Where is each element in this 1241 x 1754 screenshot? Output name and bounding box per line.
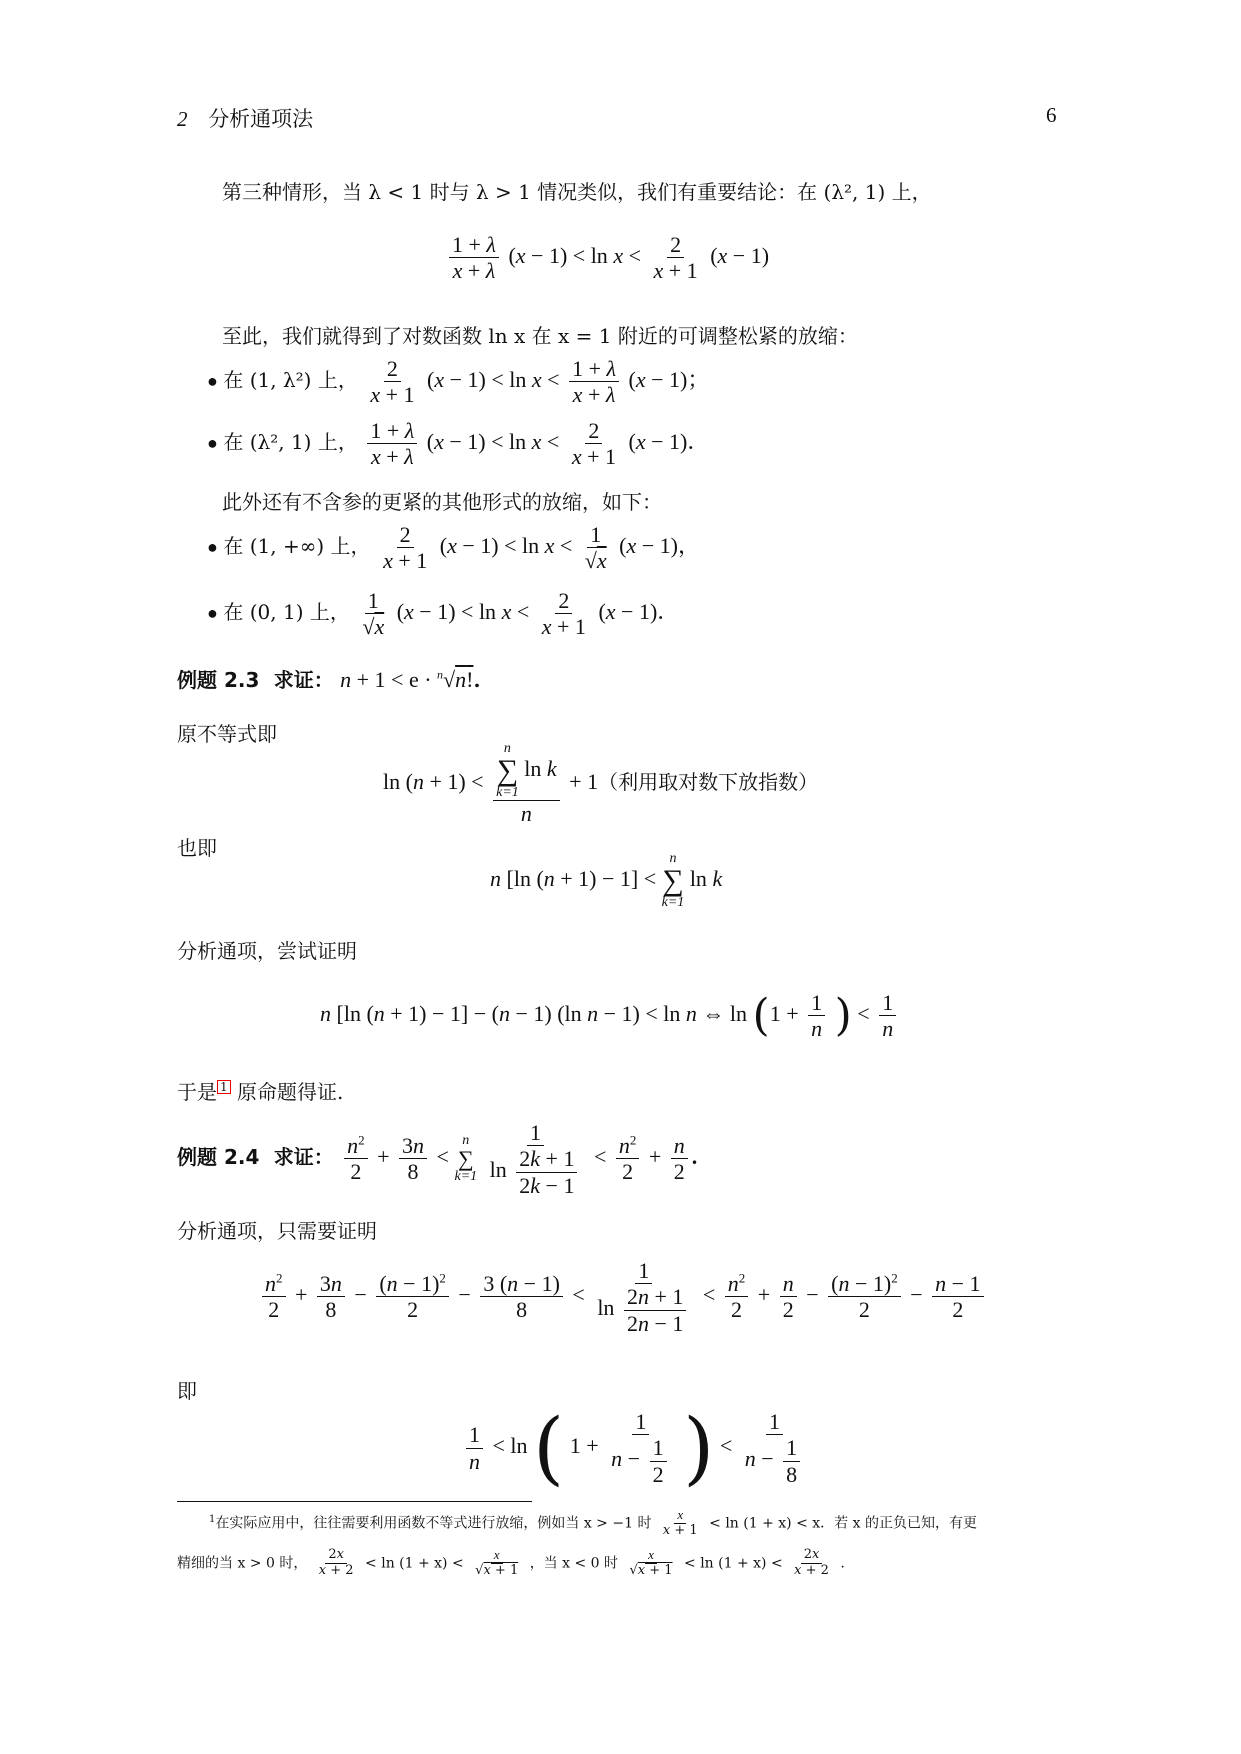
footnote-line-2: 精细的当 x > 0 时， $\frac{2x}{x + 2}$ < ln (1 + x) < $\frac{x}{√x + 1}$ ，当 x < 0 时 $\frac{x}{√x + 1}$ < ln (1 + x) < $\frac{2x}{x + 2}$ . (177, 1547, 845, 1578)
bullet-item-3: ● 在 (1, +∞) 上， $\frac{2}{x + 1}$ (x − 1) < ln x < $\frac{1}{√x}$ (x − 1)， (207, 522, 700, 574)
footnote-text: 在实际应用中，往往需要利用函数不等式进行放缩，例如当 x > −1 时 (215, 1515, 652, 1532)
equation-final: $\frac{1}{n}$ < ln ( 1 + 1 n − $\frac{1}{2}$ ) < 1 n − $\frac{1}{8}$ (462, 1408, 811, 1488)
equation-long-inequality: $\frac{n^2}{2}$ + $\frac{3n}{8}$ − $\frac{(n - 1)^2}{2}$ − $\frac{3 (n - 1)}{8}$ < 1 ln $\frac{2n + 1}{2n - 1}$ < $\frac{n^2}{2}$ + $\frac{n}{2}$ − $\frac{(n - 1)^2}{2}$ − $\frac{n - 1}{2}$ (258, 1258, 988, 1336)
paragraph-ie: 即 (177, 1379, 197, 1403)
bullet-item-1: ● 在 (1, λ²) 上， $\frac{2}{x + 1}$ (x − 1) < ln x < $\frac{1 + \lambda}{x + \lambda}$ (x − 1)； (207, 356, 710, 408)
section-title: 分析通项法 (208, 107, 314, 131)
paragraph-sofar: 至此，我们就得到了对数函数 ln x 在 x = 1 附近的可调整松紧的放缩： (222, 324, 858, 348)
fraction: $\frac{2}{x + 1}$ (653, 232, 698, 284)
paragraph-case3: 第三种情形，当 λ < 1 时与 λ > 1 情况类似，我们有重要结论：在 (λ², 1) 上， (222, 180, 932, 204)
paragraph-thus (177, 1076, 343, 1105)
paragraph-analyze2: 分析通项，只需要证明 (177, 1219, 377, 1243)
note-take-log: （利用取对数下放指数） (598, 770, 819, 795)
thus-end-text: 原命题得证. (237, 1080, 344, 1104)
equation-log-sum: ln (n + 1) < n ∑ k=1 ln k n + 1（利用取对数下放指数） (383, 741, 819, 826)
example-2-4: 例题 2.4 求证： $\frac{n^2}{2}$ + $\frac{3n}{8}$ < n ∑ k=1 1 ln $\frac{2k + 1}{2k - 1}$ < $\frac{n^2}{2}$ + $\frac{n}{2}$ . (177, 1120, 698, 1198)
paragraph-also: 也即 (177, 836, 217, 860)
bullet-dot: ● (207, 370, 218, 391)
fraction: $\frac{1 + \lambda}{x + \lambda}$ (449, 232, 499, 284)
example-verb: 求证： (273, 1144, 334, 1169)
footnote-text: 精细的当 x > 0 时， (177, 1555, 308, 1572)
footnote-text: < ln (1 + x) < x．若 x 的正负已知，有更 (709, 1515, 977, 1532)
footnote-link[interactable]: 1 (217, 1080, 231, 1094)
bullet-label: 在 (λ², 1) 上， (223, 429, 358, 454)
bullet-label: 在 (1, +∞) 上， (223, 533, 371, 558)
footnote-text: . (840, 1555, 845, 1572)
example-verb: 求证： (273, 668, 334, 692)
paragraph-orig: 原不等式即 (177, 722, 277, 746)
example-tag: 例题 2.3 (177, 668, 260, 692)
page-number: 6 (1046, 103, 1057, 127)
footnote-rule (177, 1501, 532, 1502)
thus-text: 于是 (177, 1080, 217, 1104)
bullet-dot: ● (207, 432, 218, 453)
bullet-label: 在 (0, 1) 上， (223, 599, 350, 624)
bullet-item-4: ● 在 (0, 1) 上， $\frac{1}{√x}$ (x − 1) < ln x < $\frac{2}{x + 1}$ (x − 1)． (207, 588, 680, 640)
footnote-text: < ln (1 + x) < (365, 1555, 464, 1572)
example-2-3: 例题 2.3 求证： n + 1 < e · $^n$√n!. (177, 667, 481, 692)
section-number: 2 (177, 107, 188, 131)
equation-general-term: n [ln (n + 1) − 1] − (n − 1) (ln n − 1) < ln n ⇔ ln (1 + $\frac{1}{n}$ ) < $\frac{1}{n}$ (320, 990, 900, 1042)
footnote-number: 1 (209, 1513, 216, 1525)
running-header (177, 103, 313, 133)
bullet-label: 在 (1, λ²) 上， (223, 367, 358, 392)
footnote-line-1: $^1$在实际应用中，往往需要利用函数不等式进行放缩，例如当 x > −1 时 $\frac{x}{x + 1}$ < ln (1 + x) < x．若 x 的正负已知，有更 (209, 1507, 977, 1538)
footnote-text: < ln (1 + x) < (684, 1555, 783, 1572)
bullet-item-2: ● 在 (λ², 1) 上， $\frac{1 + \lambda}{x + \lambda}$ (x − 1) < ln x < $\frac{2}{x + 1}$ (x − 1)． (207, 418, 710, 470)
equation-case3: $\frac{1 + \lambda}{x + \lambda}$ (x − 1) < ln x < $\frac{2}{x + 1}$ (x − 1) (445, 232, 769, 284)
paragraph-other: 此外还有不含参的更紧的其他形式的放缩，如下： (222, 490, 662, 514)
example-tag: 例题 2.4 (177, 1144, 260, 1169)
bullet-dot: ● (207, 536, 218, 557)
paragraph-analyze1: 分析通项，尝试证明 (177, 939, 357, 963)
equation-sum-ln: n [ln (n + 1) − 1] < n ∑ k=1 ln k (490, 851, 723, 910)
footnote-text: ，当 x < 0 时 (529, 1555, 619, 1572)
bullet-dot: ● (207, 602, 218, 623)
